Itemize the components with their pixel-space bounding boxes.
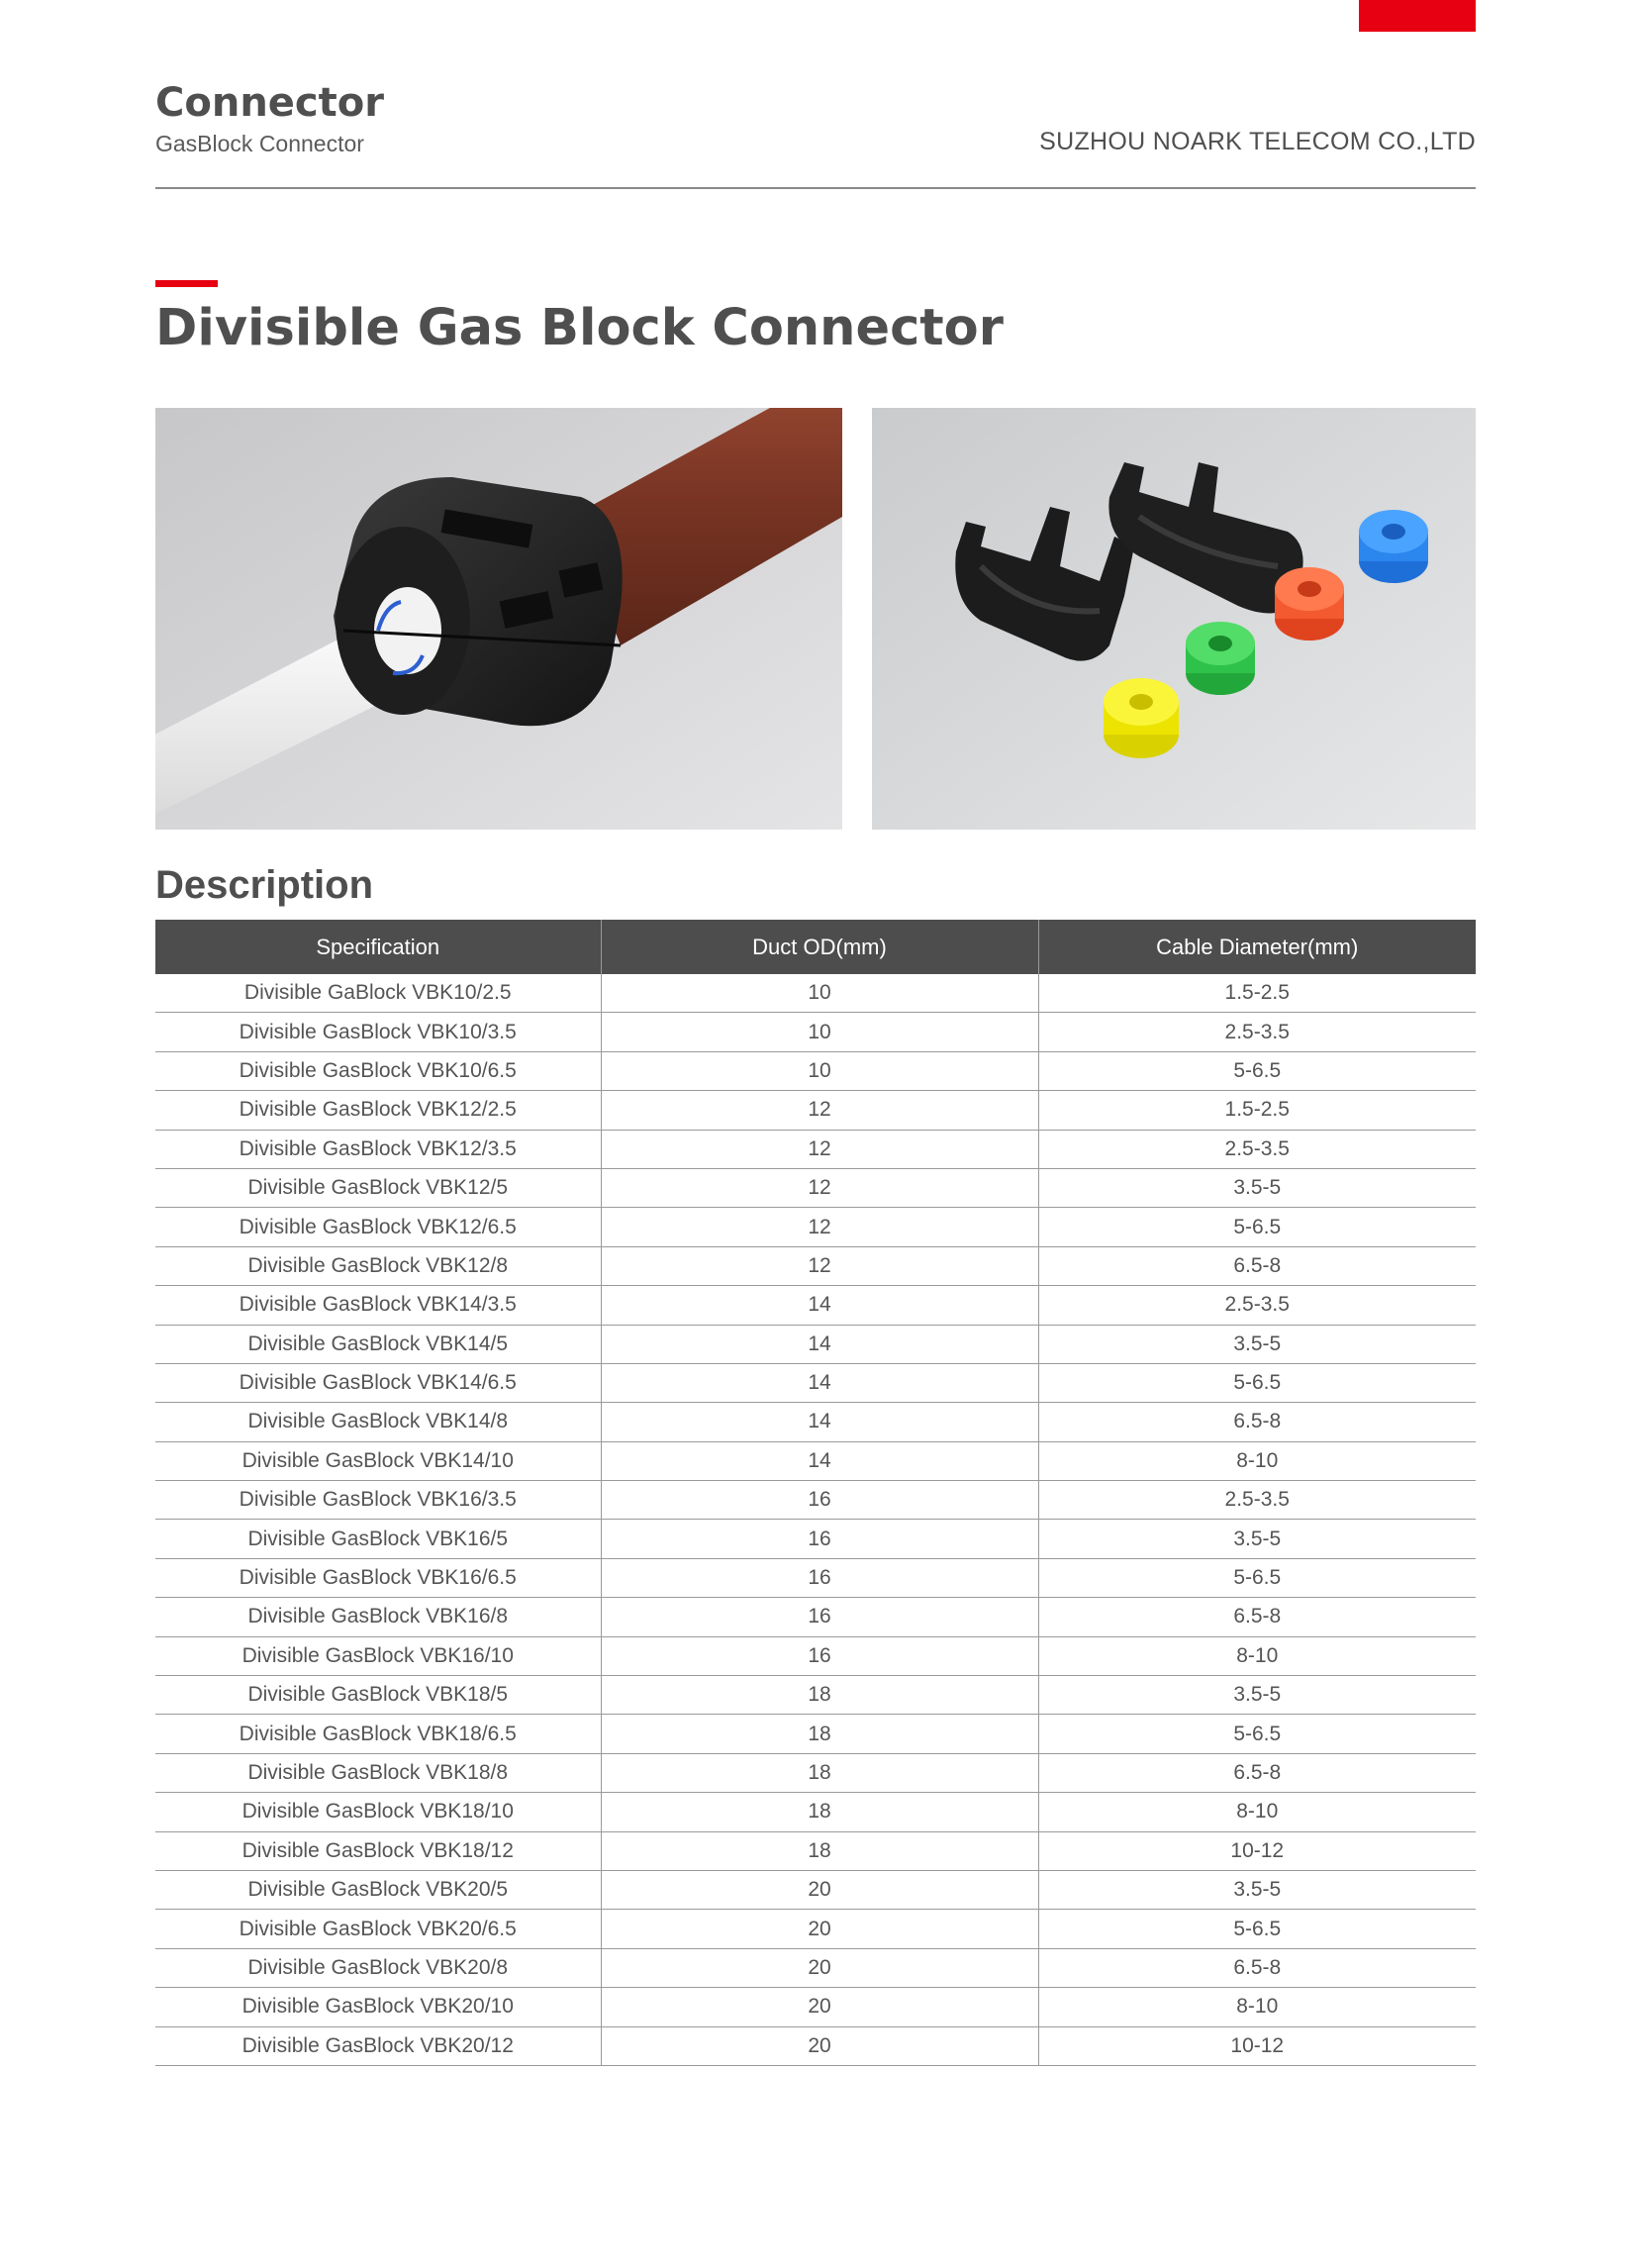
cell-cable-diameter: 3.5-5 [1038, 1168, 1476, 1207]
cell-cable-diameter: 2.5-3.5 [1038, 1481, 1476, 1520]
table-row [155, 974, 1476, 1013]
cell-duct-od: 20 [601, 1988, 1038, 2026]
cell-specification: Divisible GasBlock VBK18/10 [155, 1793, 601, 1831]
table-row [155, 1325, 1476, 1363]
cell-specification: Divisible GasBlock VBK16/8 [155, 1598, 601, 1636]
cell-duct-od: 18 [601, 1793, 1038, 1831]
cell-cable-diameter: 5-6.5 [1038, 1051, 1476, 1090]
cell-cable-diameter: 5-6.5 [1038, 1910, 1476, 1948]
cell-specification: Divisible GasBlock VBK12/5 [155, 1168, 601, 1207]
table-row [155, 1520, 1476, 1558]
cell-duct-od: 16 [601, 1558, 1038, 1597]
table-row [155, 1948, 1476, 1987]
cell-duct-od: 18 [601, 1753, 1038, 1792]
table-row [155, 1363, 1476, 1402]
cell-duct-od: 16 [601, 1598, 1038, 1636]
cell-duct-od: 14 [601, 1403, 1038, 1441]
cell-duct-od: 16 [601, 1481, 1038, 1520]
cell-cable-diameter: 6.5-8 [1038, 1753, 1476, 1792]
cell-duct-od: 12 [601, 1246, 1038, 1285]
header-divider [155, 187, 1476, 189]
cell-specification: Divisible GasBlock VBK20/10 [155, 1988, 601, 2026]
cell-duct-od: 14 [601, 1441, 1038, 1480]
table-row [155, 1403, 1476, 1441]
cell-specification: Divisible GasBlock VBK14/6.5 [155, 1363, 601, 1402]
cell-specification: Divisible GasBlock VBK12/6.5 [155, 1208, 601, 1246]
cell-duct-od: 12 [601, 1091, 1038, 1130]
cell-cable-diameter: 8-10 [1038, 1636, 1476, 1675]
cell-specification: Divisible GasBlock VBK18/12 [155, 1831, 601, 1870]
table-row [155, 1051, 1476, 1090]
cell-cable-diameter: 8-10 [1038, 1441, 1476, 1480]
table-row [155, 1598, 1476, 1636]
cell-cable-diameter: 10-12 [1038, 1831, 1476, 1870]
cell-specification: Divisible GasBlock VBK14/10 [155, 1441, 601, 1480]
cell-cable-diameter: 2.5-3.5 [1038, 1013, 1476, 1051]
cell-duct-od: 14 [601, 1286, 1038, 1325]
cell-cable-diameter: 8-10 [1038, 1793, 1476, 1831]
cell-specification: Divisible GasBlock VBK20/5 [155, 1870, 601, 1909]
cell-cable-diameter: 6.5-8 [1038, 1598, 1476, 1636]
cell-specification: Divisible GasBlock VBK16/5 [155, 1520, 601, 1558]
column-header-duct-od: Duct OD(mm) [601, 920, 1038, 974]
cell-duct-od: 16 [601, 1520, 1038, 1558]
cell-specification: Divisible GasBlock VBK12/2.5 [155, 1091, 601, 1130]
cell-duct-od: 18 [601, 1831, 1038, 1870]
table-row [155, 1558, 1476, 1597]
cell-specification: Divisible GasBlock VBK14/5 [155, 1325, 601, 1363]
cell-duct-od: 20 [601, 1870, 1038, 1909]
cell-duct-od: 12 [601, 1208, 1038, 1246]
table-row [155, 1246, 1476, 1285]
corner-accent-tab [1359, 0, 1476, 32]
cell-duct-od: 14 [601, 1325, 1038, 1363]
cell-cable-diameter: 3.5-5 [1038, 1870, 1476, 1909]
cell-cable-diameter: 5-6.5 [1038, 1208, 1476, 1246]
cell-cable-diameter: 1.5-2.5 [1038, 974, 1476, 1013]
table-row [155, 1441, 1476, 1480]
cell-duct-od: 10 [601, 1013, 1038, 1051]
cell-duct-od: 10 [601, 1051, 1038, 1090]
table-row [155, 1168, 1476, 1207]
connector-parts-with-inserts-photo [872, 408, 1476, 830]
table-row [155, 1208, 1476, 1246]
cell-specification: Divisible GasBlock VBK16/3.5 [155, 1481, 601, 1520]
cell-cable-diameter: 6.5-8 [1038, 1246, 1476, 1285]
cell-specification: Divisible GasBlock VBK10/6.5 [155, 1051, 601, 1090]
cell-specification: Divisible GaBlock VBK10/2.5 [155, 974, 601, 1013]
cell-duct-od: 12 [601, 1130, 1038, 1168]
cell-specification: Divisible GasBlock VBK10/3.5 [155, 1013, 601, 1051]
cell-cable-diameter: 3.5-5 [1038, 1325, 1476, 1363]
table-row [155, 1676, 1476, 1715]
company-name: SUZHOU NOARK TELECOM CO.,LTD [1039, 128, 1476, 155]
cell-specification: Divisible GasBlock VBK14/8 [155, 1403, 601, 1441]
table-row [155, 1481, 1476, 1520]
cell-cable-diameter: 2.5-3.5 [1038, 1130, 1476, 1168]
cell-specification: Divisible GasBlock VBK12/3.5 [155, 1130, 601, 1168]
cell-specification: Divisible GasBlock VBK18/8 [155, 1753, 601, 1792]
cell-duct-od: 20 [601, 1948, 1038, 1987]
page-title: Divisible Gas Block Connector [155, 299, 1004, 357]
cell-duct-od: 16 [601, 1636, 1038, 1675]
cell-specification: Divisible GasBlock VBK16/10 [155, 1636, 601, 1675]
cell-specification: Divisible GasBlock VBK20/6.5 [155, 1910, 601, 1948]
cell-duct-od: 18 [601, 1715, 1038, 1753]
cell-duct-od: 14 [601, 1363, 1038, 1402]
table-row [155, 1831, 1476, 1870]
table-row [155, 2026, 1476, 2065]
cell-duct-od: 10 [601, 974, 1038, 1013]
cell-cable-diameter: 5-6.5 [1038, 1715, 1476, 1753]
table-row [155, 1715, 1476, 1753]
cell-specification: Divisible GasBlock VBK12/8 [155, 1246, 601, 1285]
cell-cable-diameter: 5-6.5 [1038, 1558, 1476, 1597]
cell-cable-diameter: 6.5-8 [1038, 1403, 1476, 1441]
cell-cable-diameter: 1.5-2.5 [1038, 1091, 1476, 1130]
spec-table-body [155, 974, 1476, 2065]
cell-duct-od: 20 [601, 2026, 1038, 2065]
cell-specification: Divisible GasBlock VBK20/8 [155, 1948, 601, 1987]
table-row [155, 1870, 1476, 1909]
cell-cable-diameter: 5-6.5 [1038, 1363, 1476, 1402]
cell-duct-od: 20 [601, 1910, 1038, 1948]
cell-specification: Divisible GasBlock VBK14/3.5 [155, 1286, 601, 1325]
connector-on-duct-photo [155, 408, 842, 830]
cell-cable-diameter: 10-12 [1038, 2026, 1476, 2065]
header-title: Connector [155, 80, 384, 126]
table-row [155, 1910, 1476, 1948]
cell-duct-od: 18 [601, 1676, 1038, 1715]
spec-table [155, 920, 1476, 2066]
cell-cable-diameter: 8-10 [1038, 1988, 1476, 2026]
table-row [155, 1753, 1476, 1792]
table-row [155, 1286, 1476, 1325]
cell-duct-od: 12 [601, 1168, 1038, 1207]
column-header-cable-diameter: Cable Diameter(mm) [1038, 920, 1476, 974]
table-row [155, 1013, 1476, 1051]
title-accent-bar [155, 280, 218, 287]
table-row [155, 1988, 1476, 2026]
cell-cable-diameter: 2.5-3.5 [1038, 1286, 1476, 1325]
cell-specification: Divisible GasBlock VBK18/5 [155, 1676, 601, 1715]
header-subtitle: GasBlock Connector [155, 131, 364, 156]
cell-cable-diameter: 3.5-5 [1038, 1676, 1476, 1715]
description-heading: Description [155, 863, 374, 907]
table-row [155, 1091, 1476, 1130]
cell-specification: Divisible GasBlock VBK18/6.5 [155, 1715, 601, 1753]
column-header-specification: Specification [155, 920, 601, 974]
cell-specification: Divisible GasBlock VBK20/12 [155, 2026, 601, 2065]
cell-cable-diameter: 3.5-5 [1038, 1520, 1476, 1558]
cell-specification: Divisible GasBlock VBK16/6.5 [155, 1558, 601, 1597]
table-row [155, 1130, 1476, 1168]
table-header-row [155, 920, 1476, 974]
table-row [155, 1636, 1476, 1675]
table-row [155, 1793, 1476, 1831]
cell-cable-diameter: 6.5-8 [1038, 1948, 1476, 1987]
